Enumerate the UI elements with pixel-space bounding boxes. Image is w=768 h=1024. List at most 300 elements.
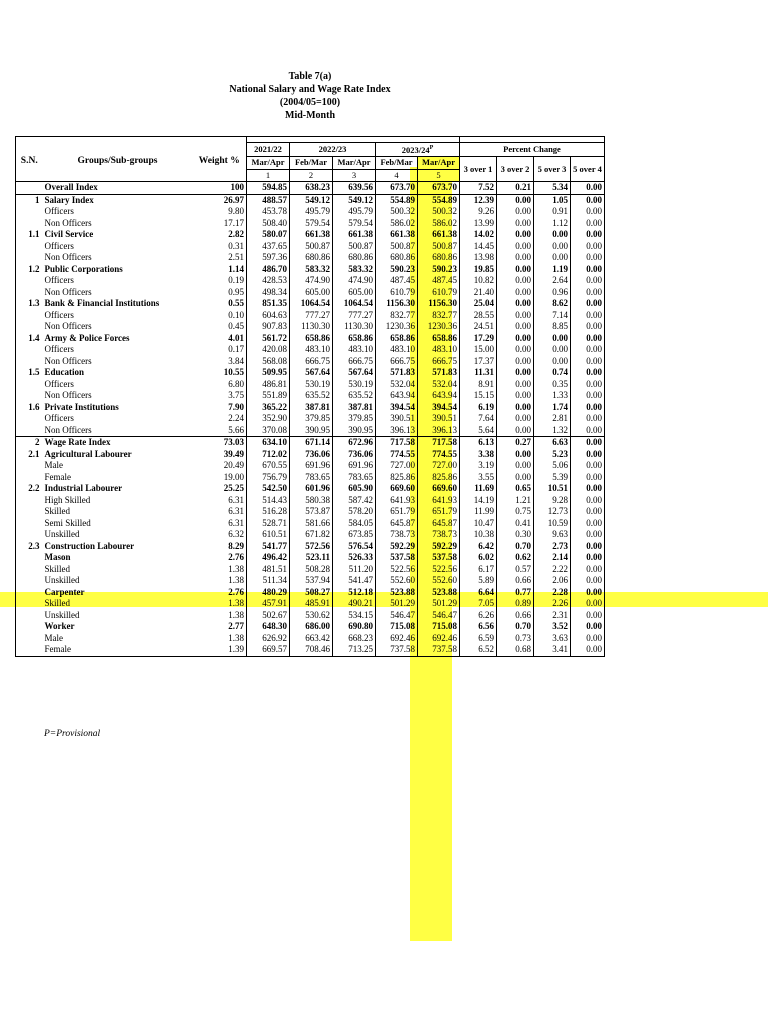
cell-value: 634.10 — [247, 437, 290, 449]
cell-value: 658.86 — [290, 333, 333, 345]
cell-value: 571.83 — [418, 367, 460, 379]
cell-value: 1.33 — [534, 390, 571, 402]
cell-value: 17.37 — [460, 356, 497, 368]
cell-value: 5.23 — [534, 449, 571, 461]
cell-sn — [16, 495, 43, 507]
cell-value: 610.79 — [418, 287, 460, 299]
cell-value: 552.60 — [376, 575, 418, 587]
table-row — [16, 575, 605, 587]
cell-value: 0.00 — [571, 206, 605, 218]
cell-group-name: Officers — [44, 206, 74, 217]
cell-value: 0.66 — [497, 575, 534, 587]
header-pct-4: 5 over 4 — [571, 157, 605, 182]
cell-value: 526.33 — [333, 552, 376, 564]
cell-value: 14.02 — [460, 229, 497, 241]
cell-value: 1.38 — [193, 598, 247, 610]
cell-value: 5.06 — [534, 460, 571, 472]
cell-value: 571.83 — [376, 367, 418, 379]
cell-value: 0.30 — [497, 529, 534, 541]
cell-value: 541.77 — [247, 541, 290, 553]
cell-value: 643.94 — [376, 390, 418, 402]
cell-group-name: Salary Index — [43, 194, 193, 206]
cell-value: 490.21 — [333, 598, 376, 610]
cell-value: 0.57 — [497, 564, 534, 576]
cell-group-name: Mason — [44, 552, 71, 563]
cell-value: 1.38 — [193, 564, 247, 576]
cell-value: 511.20 — [333, 564, 376, 576]
cell-value: 666.75 — [290, 356, 333, 368]
cell-value: 25.04 — [460, 298, 497, 310]
cell-value: 0.00 — [534, 252, 571, 264]
cell-value: 0.00 — [497, 321, 534, 333]
cell-value: 0.00 — [497, 379, 534, 391]
cell-value: 0.00 — [497, 194, 534, 206]
cell-group-name: Army & Police Forces — [44, 332, 130, 343]
cell-value: 651.79 — [376, 506, 418, 518]
table-row — [16, 610, 605, 622]
cell-value: 1230.36 — [418, 321, 460, 333]
cell-sn: 2 — [16, 437, 43, 449]
cell-value: 671.82 — [290, 529, 333, 541]
cell-value: 532.04 — [376, 379, 418, 391]
cell-value: 0.41 — [497, 518, 534, 530]
cell-value: 670.55 — [247, 460, 290, 472]
cell-value: 0.00 — [497, 390, 534, 402]
cell-sn — [16, 218, 43, 230]
cell-value: 0.00 — [534, 356, 571, 368]
cell-group-name: Wage Rate Index — [43, 437, 193, 449]
cell-value: 554.89 — [418, 194, 460, 206]
cell-value: 643.94 — [418, 390, 460, 402]
table-row — [16, 425, 605, 437]
cell-value: 0.00 — [571, 218, 605, 230]
cell-value: 661.38 — [290, 229, 333, 241]
cell-value: 583.32 — [333, 264, 376, 276]
table-row — [16, 298, 605, 310]
cell-value: 2.31 — [534, 610, 571, 622]
cell-value: 715.08 — [376, 621, 418, 633]
cell-value: 1.19 — [534, 264, 571, 276]
cell-value: 0.17 — [193, 344, 247, 356]
table-row — [16, 598, 605, 610]
cell-value: 638.23 — [290, 182, 333, 195]
cell-value: 9.63 — [534, 529, 571, 541]
cell-value: 2.64 — [534, 275, 571, 287]
cell-value: 495.79 — [333, 206, 376, 218]
cell-value: 5.66 — [193, 425, 247, 437]
cell-group-name: Male — [44, 632, 63, 643]
cell-value: 0.00 — [571, 541, 605, 553]
cell-sn — [16, 241, 43, 253]
cell-value: 0.00 — [571, 529, 605, 541]
cell-group-name: Officers — [44, 309, 74, 320]
cell-sn — [16, 633, 43, 645]
cell-value: 8.85 — [534, 321, 571, 333]
cell-sn: 2.1 — [16, 449, 43, 461]
cell-sn: 1.5 — [16, 367, 43, 379]
cell-value: 528.71 — [247, 518, 290, 530]
cell-value: 756.79 — [247, 472, 290, 484]
cell-value: 390.51 — [418, 413, 460, 425]
cell-value: 0.27 — [497, 437, 534, 449]
cell-value: 658.86 — [333, 333, 376, 345]
table-row — [16, 506, 605, 518]
cell-value: 15.00 — [460, 344, 497, 356]
cell-value: 9.26 — [460, 206, 497, 218]
cell-value: 6.59 — [460, 633, 497, 645]
cell-value: 2.77 — [193, 621, 247, 633]
cell-value: 474.90 — [290, 275, 333, 287]
table-row — [16, 344, 605, 356]
cell-value: 500.32 — [418, 206, 460, 218]
cell-group-name: Carpenter — [44, 586, 85, 597]
cell-value: 0.70 — [497, 621, 534, 633]
cell-value: 651.79 — [418, 506, 460, 518]
cell-value: 12.73 — [534, 506, 571, 518]
header-col-3: Mar/Apr — [333, 157, 376, 170]
cell-value: 605.00 — [333, 287, 376, 299]
cell-group-name: Officers — [44, 413, 74, 424]
cell-value: 601.96 — [290, 483, 333, 495]
cell-value: 530.19 — [290, 379, 333, 391]
cell-value: 428.53 — [247, 275, 290, 287]
cell-value: 661.38 — [418, 229, 460, 241]
cell-value: 0.91 — [534, 206, 571, 218]
cell-value: 783.65 — [333, 472, 376, 484]
cell-value: 387.81 — [290, 402, 333, 414]
cell-value: 486.81 — [247, 379, 290, 391]
cell-sn — [16, 344, 43, 356]
cell-value: 39.49 — [193, 449, 247, 461]
cell-value: 738.73 — [376, 529, 418, 541]
cell-value: 0.62 — [497, 552, 534, 564]
header-fy-2022-23: 2022/23 — [290, 143, 376, 157]
cell-value: 0.00 — [571, 587, 605, 599]
cell-value: 0.00 — [571, 460, 605, 472]
cell-value: 0.00 — [571, 506, 605, 518]
cell-group-name: Construction Labourer — [44, 540, 135, 551]
cell-value: 523.88 — [418, 587, 460, 599]
cell-value: 673.70 — [418, 182, 460, 195]
cell-value: 0.70 — [497, 541, 534, 553]
cell-value: 691.96 — [333, 460, 376, 472]
table-body — [16, 182, 605, 657]
cell-value: 511.34 — [247, 575, 290, 587]
cell-value: 851.35 — [247, 298, 290, 310]
cell-group-name: Unskilled — [44, 575, 80, 586]
title-line-3: (2004/05=100) — [279, 97, 341, 108]
cell-group-name: Education — [44, 367, 85, 378]
cell-value: 0.00 — [497, 298, 534, 310]
cell-value: 0.00 — [571, 437, 605, 449]
cell-value: 0.00 — [571, 402, 605, 414]
table-row — [16, 356, 605, 368]
cell-value: 0.89 — [497, 598, 534, 610]
cell-value: 390.51 — [376, 413, 418, 425]
cell-value: 680.86 — [290, 252, 333, 264]
cell-value: 481.51 — [247, 564, 290, 576]
cell-value: 0.00 — [571, 610, 605, 622]
cell-value: 2.73 — [534, 541, 571, 553]
cell-sn: 1.4 — [16, 333, 43, 345]
cell-value: 552.60 — [418, 575, 460, 587]
cell-value: 635.52 — [290, 390, 333, 402]
cell-group-name: Officers — [44, 344, 74, 355]
cell-value: 0.66 — [497, 610, 534, 622]
cell-sn: 2.3 — [16, 541, 43, 553]
cell-value: 708.46 — [290, 644, 333, 656]
table-row — [16, 264, 605, 276]
provisional-mark: P — [429, 145, 434, 151]
cell-value: 6.63 — [534, 437, 571, 449]
cell-value: 352.90 — [247, 413, 290, 425]
cell-value: 0.00 — [497, 252, 534, 264]
cell-value: 487.45 — [418, 275, 460, 287]
cell-value: 3.63 — [534, 633, 571, 645]
cell-sn — [16, 390, 43, 402]
cell-value: 645.87 — [376, 518, 418, 530]
title-line-1: Table 7(a) — [288, 71, 332, 82]
cell-sn — [16, 564, 43, 576]
cell-value: 488.57 — [247, 194, 290, 206]
cell-group-name: Officers — [44, 240, 74, 251]
header-col-2: Feb/Mar — [290, 157, 333, 170]
table-row — [16, 402, 605, 414]
cell-value: 2.26 — [534, 598, 571, 610]
cell-value: 0.00 — [497, 333, 534, 345]
cell-value: 501.29 — [376, 598, 418, 610]
cell-value: 592.29 — [418, 541, 460, 553]
cell-sn — [16, 379, 43, 391]
cell-value: 0.00 — [571, 287, 605, 299]
cell-value: 1156.30 — [418, 298, 460, 310]
cell-value: 24.51 — [460, 321, 497, 333]
cell-value: 717.58 — [376, 437, 418, 449]
table-row — [16, 321, 605, 333]
cell-value: 567.64 — [333, 367, 376, 379]
salary-wage-index-table — [15, 136, 605, 657]
cell-value: 581.66 — [290, 518, 333, 530]
cell-value: 457.91 — [247, 598, 290, 610]
cell-value: 737.58 — [376, 644, 418, 656]
cell-value: 1130.30 — [333, 321, 376, 333]
cell-value: 692.46 — [418, 633, 460, 645]
cell-value: 537.58 — [418, 552, 460, 564]
cell-value: 509.95 — [247, 367, 290, 379]
cell-value: 0.77 — [497, 587, 534, 599]
cell-sn — [16, 460, 43, 472]
cell-value: 0.00 — [497, 241, 534, 253]
table-row — [16, 621, 605, 633]
cell-value: 832.77 — [376, 310, 418, 322]
cell-value: 610.79 — [376, 287, 418, 299]
cell-value: 0.45 — [193, 321, 247, 333]
header-num-5: 5 — [418, 169, 460, 182]
cell-value: 530.62 — [290, 610, 333, 622]
cell-value: 474.90 — [333, 275, 376, 287]
cell-value: 437.65 — [247, 241, 290, 253]
cell-sn: 1.1 — [16, 229, 43, 241]
cell-sn — [16, 529, 43, 541]
cell-value: 495.79 — [290, 206, 333, 218]
cell-value: 0.00 — [571, 495, 605, 507]
cell-value: 13.98 — [460, 252, 497, 264]
cell-value: 483.10 — [376, 344, 418, 356]
cell-value: 2.76 — [193, 587, 247, 599]
cell-group-name: Male — [44, 460, 63, 471]
cell-value: 0.00 — [571, 518, 605, 530]
cell-value: 594.85 — [247, 182, 290, 195]
cell-group-name: Non Officers — [44, 424, 92, 435]
table-row — [16, 644, 605, 656]
cell-value: 1.39 — [193, 644, 247, 656]
table-row — [16, 541, 605, 553]
cell-value: 0.95 — [193, 287, 247, 299]
table-row — [16, 587, 605, 599]
cell-value: 0.96 — [534, 287, 571, 299]
cell-value: 508.28 — [290, 564, 333, 576]
cell-value: 590.23 — [376, 264, 418, 276]
cell-value: 567.64 — [290, 367, 333, 379]
cell-value: 6.80 — [193, 379, 247, 391]
header-groups: Groups/Sub-groups — [77, 156, 158, 167]
cell-value: 537.58 — [376, 552, 418, 564]
cell-group-name: Overall Index — [43, 182, 193, 195]
cell-value: 641.93 — [418, 495, 460, 507]
cell-value: 500.87 — [333, 241, 376, 253]
cell-value: 487.45 — [376, 275, 418, 287]
cell-value: 485.91 — [290, 598, 333, 610]
cell-value: 661.38 — [333, 229, 376, 241]
cell-value: 0.65 — [497, 483, 534, 495]
cell-value: 673.85 — [333, 529, 376, 541]
cell-value: 512.18 — [333, 587, 376, 599]
cell-group-name: Non Officers — [44, 286, 92, 297]
cell-value: 648.30 — [247, 621, 290, 633]
cell-value: 17.17 — [193, 218, 247, 230]
cell-sn — [16, 321, 43, 333]
cell-value: 0.00 — [497, 472, 534, 484]
cell-value: 0.00 — [497, 402, 534, 414]
cell-value: 0.00 — [571, 298, 605, 310]
cell-value: 0.00 — [571, 310, 605, 322]
cell-value: 715.08 — [418, 621, 460, 633]
table-row — [16, 287, 605, 299]
cell-value: 0.00 — [571, 241, 605, 253]
cell-value: 554.89 — [376, 194, 418, 206]
cell-value: 1.12 — [534, 218, 571, 230]
cell-sn — [16, 610, 43, 622]
cell-group-name: Non Officers — [44, 217, 92, 228]
cell-value: 379.85 — [333, 413, 376, 425]
cell-value: 2.82 — [193, 229, 247, 241]
cell-value: 584.05 — [333, 518, 376, 530]
cell-value: 19.85 — [460, 264, 497, 276]
cell-sn: 1.6 — [16, 402, 43, 414]
cell-sn — [16, 287, 43, 299]
cell-value: 0.00 — [497, 264, 534, 276]
cell-value: 2.06 — [534, 575, 571, 587]
cell-value: 680.86 — [376, 252, 418, 264]
cell-value: 645.87 — [418, 518, 460, 530]
cell-value: 21.40 — [460, 287, 497, 299]
cell-sn — [16, 518, 43, 530]
cell-value: 2.76 — [193, 552, 247, 564]
cell-value: 0.00 — [571, 413, 605, 425]
cell-value: 713.25 — [333, 644, 376, 656]
cell-value: 832.77 — [418, 310, 460, 322]
cell-value: 774.55 — [376, 449, 418, 461]
cell-value: 0.00 — [571, 621, 605, 633]
cell-group-name: Civil Service — [44, 229, 94, 240]
cell-value: 0.00 — [571, 229, 605, 241]
table-row — [16, 495, 605, 507]
cell-value: 6.52 — [460, 644, 497, 656]
cell-value: 825.86 — [376, 472, 418, 484]
cell-sn — [16, 425, 43, 437]
cell-value: 11.69 — [460, 483, 497, 495]
cell-value: 483.10 — [333, 344, 376, 356]
cell-value: 0.21 — [497, 182, 534, 195]
cell-value: 537.94 — [290, 575, 333, 587]
cell-value: 663.42 — [290, 633, 333, 645]
cell-value: 0.00 — [571, 333, 605, 345]
cell-value: 20.49 — [193, 460, 247, 472]
cell-value: 1.38 — [193, 610, 247, 622]
cell-value: 583.32 — [290, 264, 333, 276]
cell-value: 590.23 — [418, 264, 460, 276]
cell-sn — [16, 310, 43, 322]
cell-value: 0.00 — [571, 182, 605, 195]
cell-value: 2.14 — [534, 552, 571, 564]
cell-value: 1064.54 — [290, 298, 333, 310]
cell-value: 2.28 — [534, 587, 571, 599]
cell-value: 669.60 — [376, 483, 418, 495]
table-row — [16, 449, 605, 461]
cell-sn: 1 — [16, 194, 43, 206]
cell-sn: 1.3 — [16, 298, 43, 310]
cell-value: 3.38 — [460, 449, 497, 461]
cell-value: 17.29 — [460, 333, 497, 345]
cell-value: 666.75 — [418, 356, 460, 368]
cell-value: 736.06 — [333, 449, 376, 461]
cell-value: 605.00 — [290, 287, 333, 299]
cell-group-name: Officers — [44, 275, 74, 286]
cell-value: 0.00 — [571, 483, 605, 495]
cell-value: 10.51 — [534, 483, 571, 495]
cell-value: 483.10 — [290, 344, 333, 356]
cell-value: 2.81 — [534, 413, 571, 425]
cell-value: 1.38 — [193, 633, 247, 645]
cell-value: 737.58 — [418, 644, 460, 656]
table-row — [16, 333, 605, 345]
cell-value: 0.00 — [497, 344, 534, 356]
cell-value: 0.00 — [497, 275, 534, 287]
cell-value: 3.55 — [460, 472, 497, 484]
cell-sn — [16, 552, 43, 564]
cell-group-name: Industrial Labourer — [44, 483, 123, 494]
table-row — [16, 206, 605, 218]
cell-value: 605.90 — [333, 483, 376, 495]
cell-value: 486.70 — [247, 264, 290, 276]
header-num-3: 3 — [333, 169, 376, 182]
cell-value: 13.99 — [460, 218, 497, 230]
cell-value: 0.00 — [497, 218, 534, 230]
cell-value: 10.82 — [460, 275, 497, 287]
cell-value: 10.38 — [460, 529, 497, 541]
cell-value: 0.73 — [497, 633, 534, 645]
cell-sn — [16, 472, 43, 484]
